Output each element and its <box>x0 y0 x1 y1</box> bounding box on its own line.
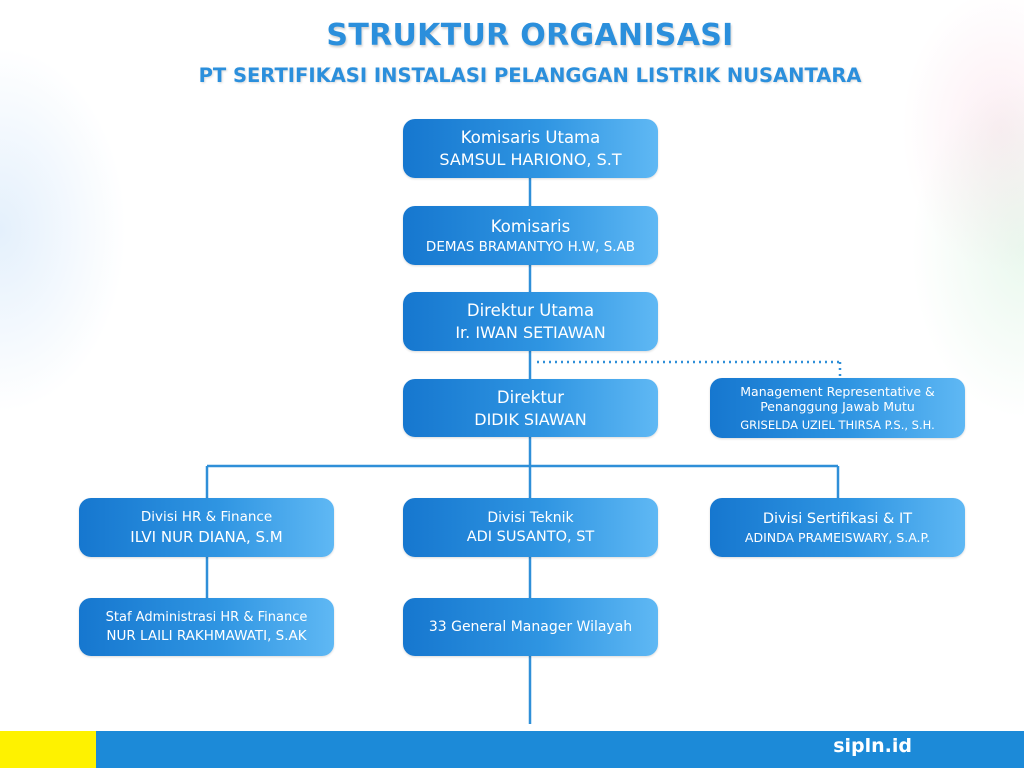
node-direktur <box>403 379 658 437</box>
page-title: STRUKTUR ORGANISASI <box>326 18 734 53</box>
node-management-representative <box>710 378 965 438</box>
node-name: ADINDA PRAMEISWARY, S.A.P. <box>744 529 931 545</box>
footer-website: sipln.id <box>833 735 912 757</box>
node-role: Komisaris <box>490 216 571 236</box>
node-direktur-utama <box>403 292 658 351</box>
node-general-manager <box>403 598 658 656</box>
node-role-line1: Management Representative & <box>740 384 935 399</box>
node-role-line2: Penanggung Jawab Mutu <box>760 399 915 414</box>
node-name: SAMSUL HARIONO, S.T <box>439 150 622 169</box>
node-name: ILVI NUR DIANA, S.M <box>130 528 283 546</box>
node-komisaris-utama <box>403 119 658 178</box>
node-divisi-teknik <box>403 498 658 557</box>
node-divisi-hr-finance <box>79 498 334 557</box>
node-name: GRISELDA UZIEL THIRSA P.S., S.H. <box>740 418 935 432</box>
node-role: Staf Administrasi HR & Finance <box>105 610 308 625</box>
node-role: Divisi HR & Finance <box>140 509 273 525</box>
node-divisi-sertifikasi-it <box>710 498 965 557</box>
node-role: Komisaris Utama <box>460 128 601 147</box>
node-role: Direktur <box>496 387 565 407</box>
node-role: Divisi Sertifikasi & IT <box>762 510 913 527</box>
node-name: NUR LAILI RAKHMAWATI, S.AK <box>106 628 307 644</box>
node-role: Divisi Teknik <box>487 510 574 526</box>
node-name: ADI SUSANTO, ST <box>466 529 595 545</box>
node-komisaris <box>403 206 658 265</box>
node-name: DEMAS BRAMANTYO H.W, S.AB <box>425 238 636 255</box>
node-staf-administrasi <box>79 598 334 656</box>
node-role: 33 General Manager Wilayah <box>428 619 633 635</box>
footer-yellow-block <box>0 731 96 768</box>
node-role: Direktur Utama <box>466 301 595 320</box>
node-name: Ir. IWAN SETIAWAN <box>455 323 606 342</box>
node-name: DIDIK SIAWAN <box>474 409 587 429</box>
page-subtitle: PT SERTIFIKASI INSTALASI PELANGGAN LISTRIK NUSANTARA <box>198 64 862 87</box>
